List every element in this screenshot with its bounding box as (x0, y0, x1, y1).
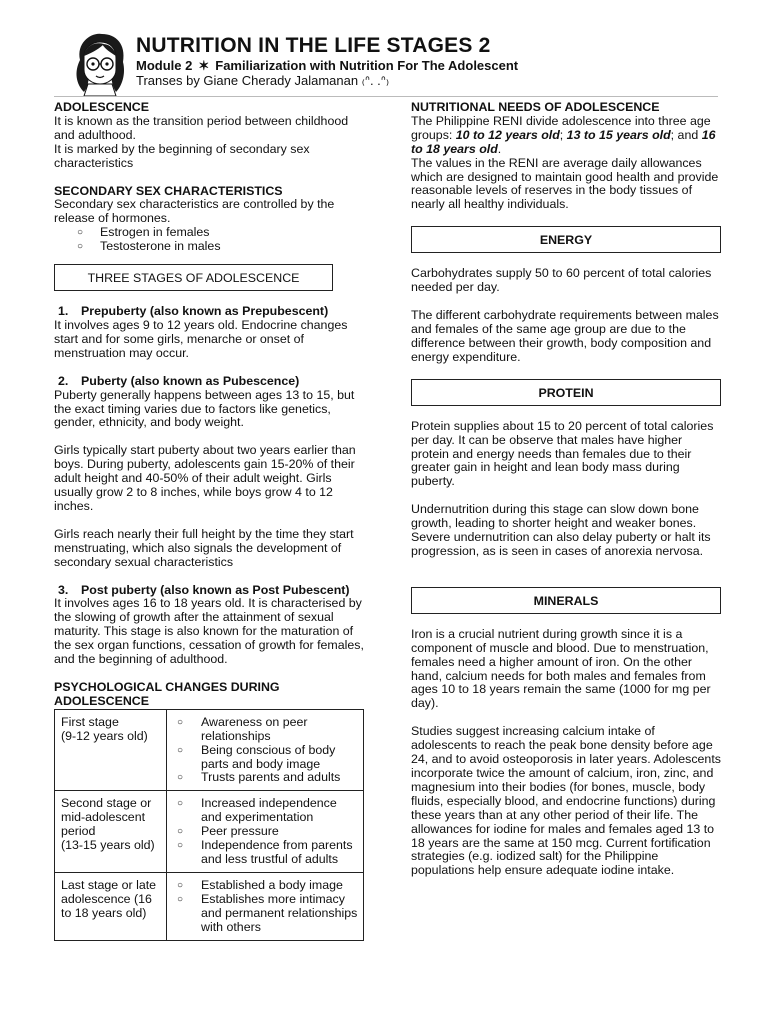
changes-cell (167, 709, 364, 791)
minerals-text: Iron is a crucial nutrient during growth since it is a component of muscle and blood. Due to menstruation, females need a higher amount of iron. On the other hand, calcium needs for both males and females from ages 10 to 18 years remain the same (1000 for mg per day). (411, 626, 711, 711)
module-title: Familiarization with Nutrition For The Adolescent (215, 58, 519, 73)
reni-description: The values in the RENI are average daily allowances which are designed to maintain good health and provide reasonable levels of reserves in the body tissues of nearly all healthy individuals. (411, 155, 719, 212)
energy-box-heading: ENERGY (411, 226, 721, 253)
module-label: Module 2 (136, 58, 193, 73)
left-column (54, 101, 366, 941)
protein-box-heading: PROTEIN (411, 379, 721, 406)
minerals-text: Studies suggest increasing calcium intake of adolescents to reach the peak bone density before age 24, and to avoid osteoporosis in later years. Adolescents incorporate twice the amount of calcium, iron, zinc, and magnesium into their bodies (for bones, muscle, body fluids, especially blood, and endocrine functions) during these years than at any other period of their life. The allowances for iodine for males and females aged 13 to 18 years are the same at 150 mcg. Current fortification strategies (e.g. iodized salt) for the Philippine populations help ensure adequate iodine intake. (411, 724, 721, 878)
list-item: ○ Established a body image (177, 879, 358, 893)
stage-cell: Second stage or mid-adolescent period (13-15 years old) (55, 791, 167, 873)
section-heading-secondary-sex: SECONDARY SEX CHARACTERISTICS (54, 183, 283, 198)
secondary-sex-text: Secondary sex characteristics are controlled by the release of hormones. (54, 197, 335, 226)
list-item: ○ Estrogen in females (77, 226, 366, 240)
stage-2-heading: 2. Puberty (also known as Pubescence) (58, 373, 300, 388)
list-item: ○ Trusts parents and adults (177, 771, 358, 785)
minerals-box-heading: MINERALS (411, 587, 721, 614)
stage-cell: Last stage or late adolescence (16 to 18 years old) (55, 872, 167, 940)
stage-1-text: It involves ages 9 to 12 years old. Endocrine changes start and for some girls, menarche or onset of menstruation may occur. (54, 317, 348, 360)
stage-3-heading: 3. Post puberty (also known as Post Pubescent) (58, 582, 350, 597)
list-item: ○ Awareness on peer relationships (177, 716, 358, 744)
stage-3-text: It involves ages 16 to 18 years old. It is characterised by the slowing of growth after the attainment of sexual maturity. This stage is also known for the maturation of the sex organ functions, cessation of growth for females, and the beginning of adulthood. (54, 596, 364, 667)
list-item: ○ Independence from parents and less trustful of adults (177, 839, 358, 867)
section-heading-nutritional-needs: NUTRITIONAL NEEDS OF ADOLESCENCE (411, 100, 660, 114)
energy-text: The different carbohydrate requirements between males and females of the same age group are due to the difference between their growth, body composition and energy expenditure. (411, 308, 719, 364)
hormone-list (54, 226, 366, 254)
stage-2-text: Puberty generally happens between ages 13 to 15, but the exact timing varies due to factors like genetics, gender, ethnicity, and body weight. (54, 387, 355, 430)
section-heading-adolescence: ADOLESCENCE (54, 100, 150, 114)
star-separator-icon: ✶ (198, 58, 210, 73)
table-row (55, 791, 364, 873)
reni-age-groups: The Philippine RENI divide adolescence into three age groups: 10 to 12 years old; 13 to 15 years old; and 16 to 18 years old. (411, 113, 716, 156)
three-stages-box-heading: THREE STAGES OF ADOLESCENCE (54, 264, 333, 291)
energy-text: Carbohydrates supply 50 to 60 percent of total calories needed per day. (411, 266, 712, 295)
table-row (55, 709, 364, 791)
changes-cell (167, 791, 364, 873)
stage-2-text: Girls reach nearly their full height by the time they start menstruating, which also signals the development of secondary sexual characteristics (54, 526, 354, 569)
list-item: ○ Testosterone in males (77, 240, 366, 254)
protein-text: Undernutrition during this stage can slow down bone growth, leading to shorter height and weaker bones. Severe undernutrition can also delay puberty or halt its progression, as is seen in cases of anorexia nervosa. (411, 502, 711, 558)
stage-cell: First stage (9-12 years old) (55, 709, 167, 791)
section-heading-psychological: PSYCHOLOGICAL CHANGES DURING ADOLESCENCE (54, 680, 280, 708)
right-column (411, 101, 723, 878)
adolescence-marker: It is marked by the beginning of secondary sex characteristics (54, 141, 310, 170)
psychological-changes-table (54, 709, 364, 941)
protein-text: Protein supplies about 15 to 20 percent of total calories per day. It can be observe that males have higher protein and energy needs than females due to their greater gain in height and lean body mass during puberty. (411, 418, 714, 489)
stage-1-heading: 1. Prepuberty (also known as Prepubescent) (58, 304, 329, 319)
list-item: ○ Being conscious of body parts and body image (177, 744, 358, 772)
changes-cell (167, 872, 364, 940)
adolescence-definition: It is known as the transition period between childhood and adulthood. (54, 113, 349, 142)
table-row (55, 872, 364, 940)
girl-avatar-illustration (70, 30, 130, 98)
changes-list (173, 716, 358, 786)
module-subtitle (136, 58, 518, 74)
author-byline: Transes by Giane Cherady Jalamanan ₍ᐢ. .ᐢ₎ (136, 73, 390, 88)
changes-list (173, 879, 358, 935)
list-item: ○ Increased independence and experimentation (177, 797, 358, 825)
stage-2-text: Girls typically start puberty about two years earlier than boys. During puberty, adolescents gain 15-20% of their adult height and 40-50% of their adult weight. Girls usually grow 2 to 8 inches, while boys grow 4 to 12 inches. (54, 443, 356, 513)
list-item: ○ Peer pressure (177, 825, 358, 839)
header-divider (54, 96, 718, 97)
list-item: ○ Establishes more intimacy and permanent relationships with others (177, 893, 358, 935)
page-title: NUTRITION IN THE LIFE STAGES 2 (136, 34, 491, 57)
changes-list (173, 797, 358, 867)
